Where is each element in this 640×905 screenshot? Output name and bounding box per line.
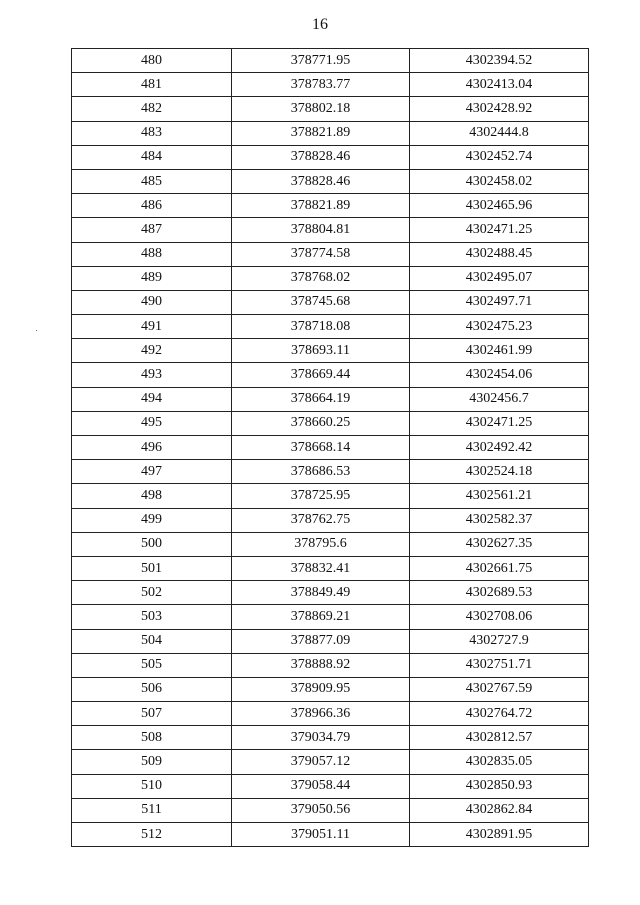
x-coordinate-cell: 378718.08 [232,315,410,339]
point-number-cell: 502 [72,581,232,605]
table-row [72,484,589,508]
table-row [72,194,589,218]
x-coordinate-cell: 379051.11 [232,823,410,847]
point-number-cell: 503 [72,605,232,629]
x-coordinate-cell: 378849.49 [232,581,410,605]
x-coordinate-cell: 378771.95 [232,49,410,73]
table-row [72,460,589,484]
table-row [72,605,589,629]
y-coordinate-cell: 4302661.75 [410,556,589,580]
table-row [72,266,589,290]
y-coordinate-cell: 4302465.96 [410,194,589,218]
point-number-cell: 487 [72,218,232,242]
point-number-cell: 507 [72,702,232,726]
point-number-cell: 490 [72,290,232,314]
x-coordinate-cell: 378877.09 [232,629,410,653]
table-row [72,556,589,580]
y-coordinate-cell: 4302582.37 [410,508,589,532]
table-row [72,73,589,97]
y-coordinate-cell: 4302456.7 [410,387,589,411]
y-coordinate-cell: 4302524.18 [410,460,589,484]
y-coordinate-cell: 4302727.9 [410,629,589,653]
page-number: 16 [312,16,328,33]
table-row [72,629,589,653]
y-coordinate-cell: 4302708.06 [410,605,589,629]
x-coordinate-cell: 378693.11 [232,339,410,363]
y-coordinate-cell: 4302488.45 [410,242,589,266]
point-number-cell: 500 [72,532,232,556]
x-coordinate-cell: 378669.44 [232,363,410,387]
point-number-cell: 491 [72,315,232,339]
x-coordinate-cell: 378725.95 [232,484,410,508]
point-number-cell: 480 [72,49,232,73]
table-row [72,218,589,242]
x-coordinate-cell: 379050.56 [232,798,410,822]
table-row [72,798,589,822]
table-row [72,677,589,701]
table-row [72,702,589,726]
y-coordinate-cell: 4302495.07 [410,266,589,290]
table-row [72,532,589,556]
x-coordinate-cell: 379057.12 [232,750,410,774]
table-row [72,411,589,435]
point-number-cell: 506 [72,677,232,701]
point-number-cell: 511 [72,798,232,822]
y-coordinate-cell: 4302689.53 [410,581,589,605]
y-coordinate-cell: 4302458.02 [410,169,589,193]
y-coordinate-cell: 4302452.74 [410,145,589,169]
point-number-cell: 499 [72,508,232,532]
y-coordinate-cell: 4302471.25 [410,218,589,242]
table-row [72,750,589,774]
point-number-cell: 497 [72,460,232,484]
x-coordinate-cell: 378783.77 [232,73,410,97]
table-row [72,508,589,532]
y-coordinate-cell: 4302475.23 [410,315,589,339]
table-row [72,726,589,750]
table-row [72,97,589,121]
x-coordinate-cell: 378909.95 [232,677,410,701]
table-row [72,169,589,193]
table-row [72,49,589,73]
table-row [72,653,589,677]
x-coordinate-cell: 378795.6 [232,532,410,556]
y-coordinate-cell: 4302850.93 [410,774,589,798]
point-number-cell: 492 [72,339,232,363]
table-row [72,290,589,314]
y-coordinate-cell: 4302812.57 [410,726,589,750]
x-coordinate-cell: 378774.58 [232,242,410,266]
x-coordinate-cell: 378802.18 [232,97,410,121]
coordinates-table-body [72,49,589,847]
margin-speck [36,330,37,331]
x-coordinate-cell: 378686.53 [232,460,410,484]
y-coordinate-cell: 4302627.35 [410,532,589,556]
point-number-cell: 498 [72,484,232,508]
y-coordinate-cell: 4302751.71 [410,653,589,677]
x-coordinate-cell: 378664.19 [232,387,410,411]
point-number-cell: 496 [72,436,232,460]
x-coordinate-cell: 378745.68 [232,290,410,314]
y-coordinate-cell: 4302461.99 [410,339,589,363]
x-coordinate-cell: 378821.89 [232,194,410,218]
y-coordinate-cell: 4302471.25 [410,411,589,435]
x-coordinate-cell: 378768.02 [232,266,410,290]
table-row [72,363,589,387]
x-coordinate-cell: 379058.44 [232,774,410,798]
point-number-cell: 510 [72,774,232,798]
table-row [72,242,589,266]
point-number-cell: 493 [72,363,232,387]
table-row [72,145,589,169]
x-coordinate-cell: 378869.21 [232,605,410,629]
table-row [72,315,589,339]
point-number-cell: 505 [72,653,232,677]
y-coordinate-cell: 4302394.52 [410,49,589,73]
x-coordinate-cell: 378660.25 [232,411,410,435]
table-row [72,387,589,411]
table-row [72,774,589,798]
point-number-cell: 509 [72,750,232,774]
x-coordinate-cell: 378832.41 [232,556,410,580]
y-coordinate-cell: 4302835.05 [410,750,589,774]
x-coordinate-cell: 378828.46 [232,169,410,193]
x-coordinate-cell: 378828.46 [232,145,410,169]
table-row [72,121,589,145]
x-coordinate-cell: 378804.81 [232,218,410,242]
table-row [72,823,589,847]
y-coordinate-cell: 4302454.06 [410,363,589,387]
x-coordinate-cell: 378888.92 [232,653,410,677]
table-row [72,339,589,363]
y-coordinate-cell: 4302413.04 [410,73,589,97]
point-number-cell: 482 [72,97,232,121]
table-row [72,581,589,605]
point-number-cell: 488 [72,242,232,266]
x-coordinate-cell: 378966.36 [232,702,410,726]
y-coordinate-cell: 4302561.21 [410,484,589,508]
x-coordinate-cell: 378668.14 [232,436,410,460]
y-coordinate-cell: 4302891.95 [410,823,589,847]
point-number-cell: 494 [72,387,232,411]
x-coordinate-cell: 379034.79 [232,726,410,750]
y-coordinate-cell: 4302428.92 [410,97,589,121]
point-number-cell: 485 [72,169,232,193]
y-coordinate-cell: 4302764.72 [410,702,589,726]
point-number-cell: 504 [72,629,232,653]
point-number-cell: 501 [72,556,232,580]
coordinates-table [71,48,589,847]
y-coordinate-cell: 4302444.8 [410,121,589,145]
point-number-cell: 484 [72,145,232,169]
point-number-cell: 481 [72,73,232,97]
x-coordinate-cell: 378821.89 [232,121,410,145]
x-coordinate-cell: 378762.75 [232,508,410,532]
y-coordinate-cell: 4302862.84 [410,798,589,822]
y-coordinate-cell: 4302767.59 [410,677,589,701]
point-number-cell: 495 [72,411,232,435]
y-coordinate-cell: 4302492.42 [410,436,589,460]
y-coordinate-cell: 4302497.71 [410,290,589,314]
point-number-cell: 483 [72,121,232,145]
point-number-cell: 508 [72,726,232,750]
point-number-cell: 512 [72,823,232,847]
point-number-cell: 489 [72,266,232,290]
table-row [72,436,589,460]
point-number-cell: 486 [72,194,232,218]
